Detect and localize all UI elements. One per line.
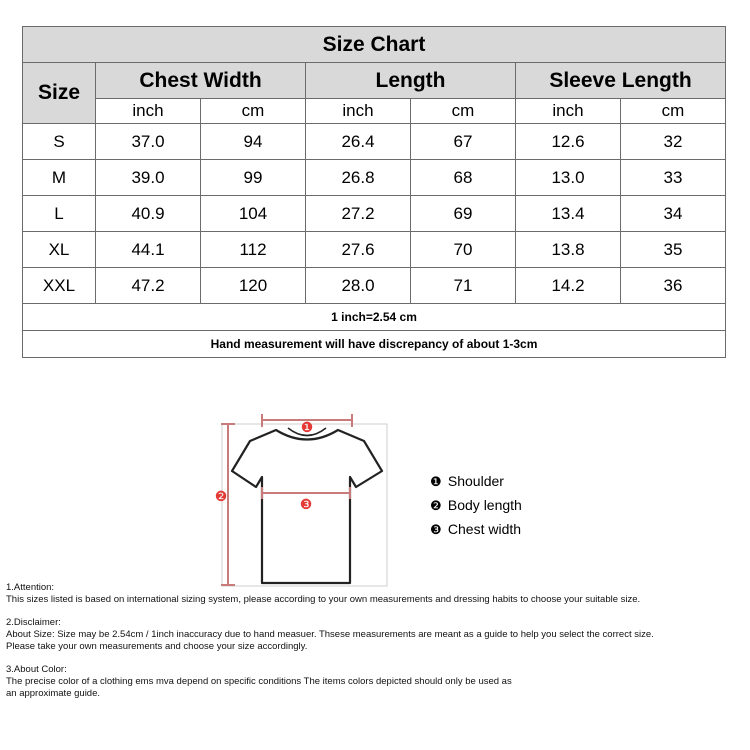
table-cell: 13.8 xyxy=(516,232,621,268)
table-cell: 94 xyxy=(201,124,306,160)
chest-width-marker: ❸ xyxy=(299,496,313,512)
table-cell: 32 xyxy=(621,124,726,160)
size-cell: S xyxy=(23,124,96,160)
measurement-note-row xyxy=(23,331,726,358)
legend-label: Chest width xyxy=(447,521,522,537)
legend-label: Body length xyxy=(447,497,522,513)
table-row xyxy=(23,268,726,304)
table-row xyxy=(23,232,726,268)
table-cell: 26.8 xyxy=(306,160,411,196)
table-cell: 112 xyxy=(201,232,306,268)
measurement-note: Hand measurement will have discrepancy of about 1-3cm xyxy=(23,331,726,358)
unit-header: inch xyxy=(96,99,201,124)
header-group-row xyxy=(23,63,726,99)
table-cell: 44.1 xyxy=(96,232,201,268)
legend-marker: ❸ xyxy=(430,522,442,537)
table-cell: 71 xyxy=(411,268,516,304)
unit-header: cm xyxy=(201,99,306,124)
table-cell: 47.2 xyxy=(96,268,201,304)
disclaimer-title: 2.Disclaimer: xyxy=(6,617,61,628)
attention-text: This sizes listed is based on international sizing system, please according to your own measurements and dressing habits to choose your suitable size. xyxy=(6,594,641,605)
size-cell: XL xyxy=(23,232,96,268)
table-cell: 27.2 xyxy=(306,196,411,232)
tshirt-diagram-svg xyxy=(210,407,400,592)
unit-row xyxy=(23,99,726,124)
legend-marker: ❶ xyxy=(430,474,442,489)
color-text: an approximate guide. xyxy=(6,688,101,699)
table-cell: 27.6 xyxy=(306,232,411,268)
size-cell: M xyxy=(23,160,96,196)
table-cell: 12.6 xyxy=(516,124,621,160)
table-cell: 69 xyxy=(411,196,516,232)
body-length-marker: ❷ xyxy=(214,488,228,504)
table-cell: 39.0 xyxy=(96,160,201,196)
chest-width-header: Chest Width xyxy=(96,63,306,99)
legend-item xyxy=(430,493,522,517)
legend-item xyxy=(430,517,522,541)
table-title: Size Chart xyxy=(23,27,726,63)
table-cell: 99 xyxy=(201,160,306,196)
table-cell: 13.0 xyxy=(516,160,621,196)
unit-header: inch xyxy=(516,99,621,124)
shoulder-marker: ❶ xyxy=(300,419,314,435)
legend-marker: ❷ xyxy=(430,498,442,513)
size-header: Size xyxy=(23,63,96,124)
table-cell: 40.9 xyxy=(96,196,201,232)
measurement-legend xyxy=(430,469,522,541)
table-row xyxy=(23,124,726,160)
table-cell: 37.0 xyxy=(96,124,201,160)
color-text: The precise color of a clothing ems mva depend on specific conditions The items colors depicted should only be used as xyxy=(6,676,512,687)
legend-label: Shoulder xyxy=(447,473,504,489)
unit-header: inch xyxy=(306,99,411,124)
table-cell: 36 xyxy=(621,268,726,304)
size-cell: XXL xyxy=(23,268,96,304)
table-cell: 14.2 xyxy=(516,268,621,304)
table-cell: 120 xyxy=(201,268,306,304)
table-cell: 26.4 xyxy=(306,124,411,160)
conversion-note-row xyxy=(23,304,726,331)
disclaimer-text: Please take your own measurements and choose your size accordingly. xyxy=(6,641,308,652)
table-cell: 28.0 xyxy=(306,268,411,304)
length-header: Length xyxy=(306,63,516,99)
table-cell: 34 xyxy=(621,196,726,232)
size-cell: L xyxy=(23,196,96,232)
table-row xyxy=(23,196,726,232)
table-row xyxy=(23,160,726,196)
color-title: 3.About Color: xyxy=(6,664,67,675)
unit-header: cm xyxy=(411,99,516,124)
attention-title: 1.Attention: xyxy=(6,582,55,593)
legend-item xyxy=(430,469,522,493)
conversion-note: 1 inch=2.54 cm xyxy=(23,304,726,331)
table-cell: 35 xyxy=(621,232,726,268)
table-cell: 67 xyxy=(411,124,516,160)
sleeve-length-header: Sleeve Length xyxy=(516,63,726,99)
size-chart-table xyxy=(22,26,726,358)
table-title-row xyxy=(23,27,726,63)
unit-header: cm xyxy=(621,99,726,124)
table-cell: 68 xyxy=(411,160,516,196)
tshirt-measurement-diagram xyxy=(210,407,400,592)
table-cell: 70 xyxy=(411,232,516,268)
table-cell: 13.4 xyxy=(516,196,621,232)
size-notes xyxy=(6,582,750,700)
disclaimer-text: About Size: Size may be 2.54cm / 1inch inaccuracy due to hand measuer. Thsese measurements are meant as a guide to help you select the correct size. xyxy=(6,629,654,640)
table-cell: 33 xyxy=(621,160,726,196)
table-cell: 104 xyxy=(201,196,306,232)
